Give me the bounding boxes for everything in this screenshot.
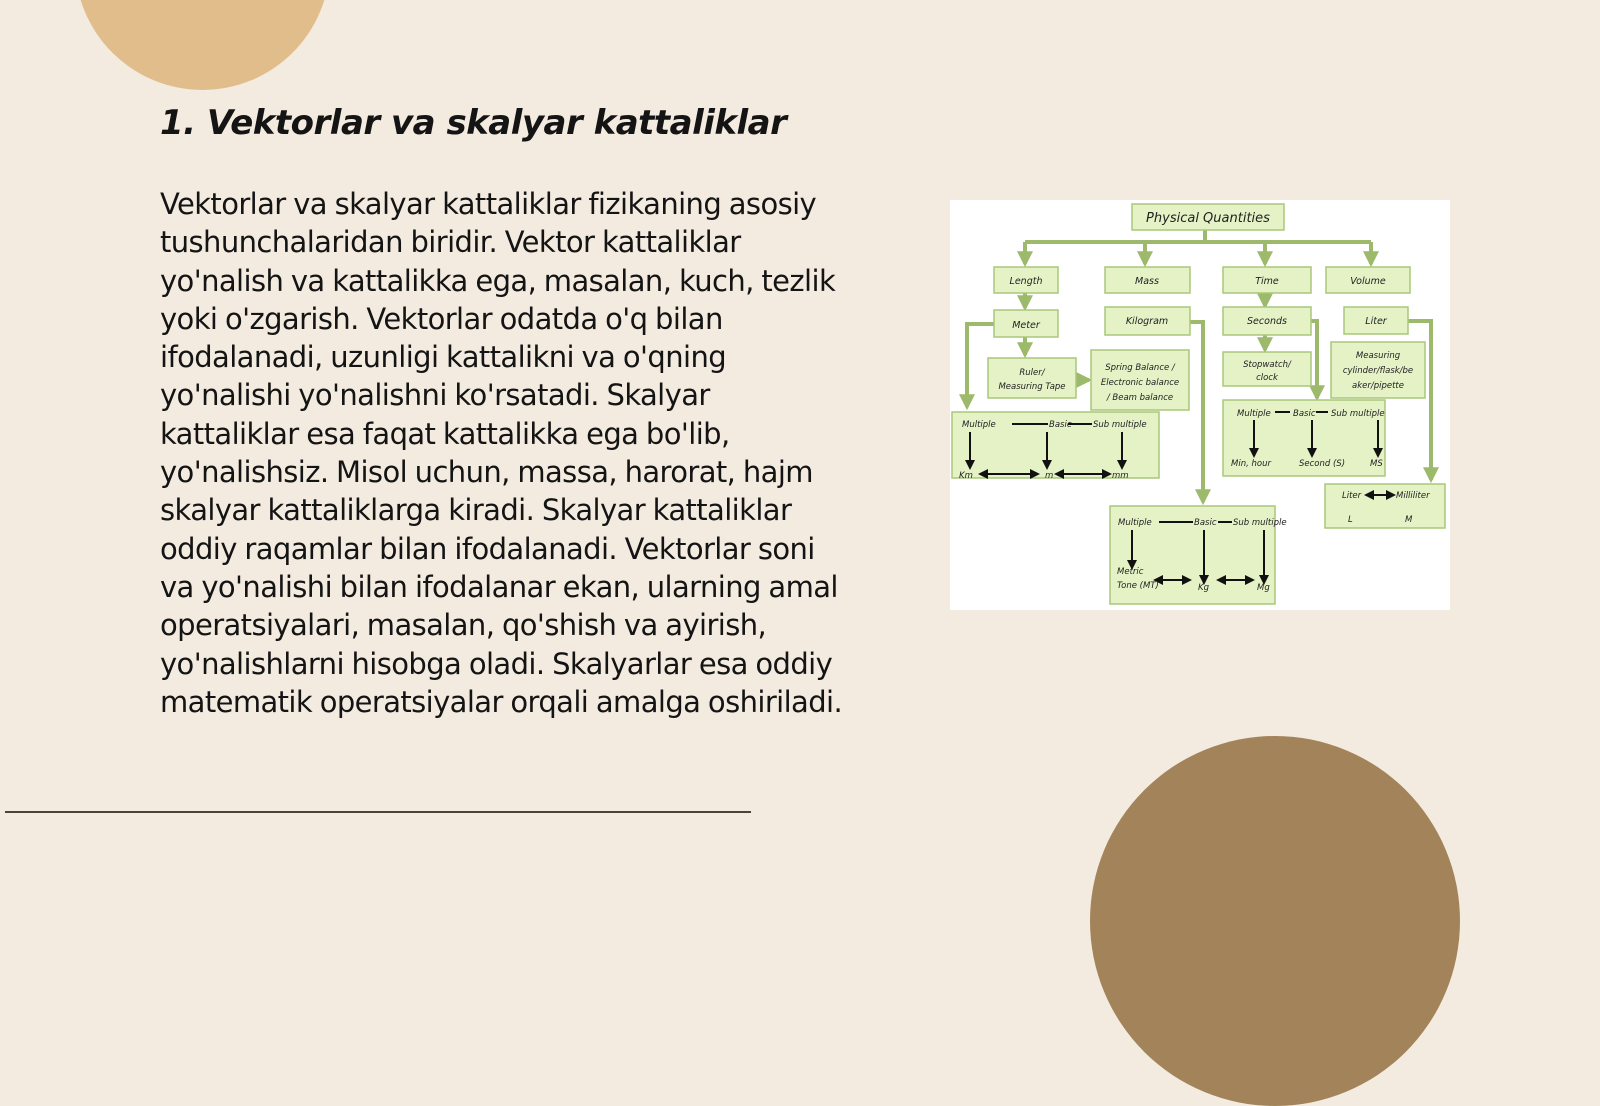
- mass-scale-basic: Basic: [1194, 518, 1217, 528]
- unit-kilogram: Kilogram: [1125, 316, 1169, 327]
- decorative-circle-top: [75, 0, 330, 90]
- instrument-length-line2: Measuring Tape: [998, 382, 1066, 392]
- quantity-mass: Mass: [1135, 276, 1159, 287]
- instrument-mass-line3: / Beam balance: [1106, 393, 1174, 403]
- decorative-circle-bottom: [1090, 736, 1460, 1106]
- instrument-mass-line1: Spring Balance /: [1105, 363, 1175, 373]
- unit-liter: Liter: [1365, 316, 1387, 327]
- volume-unit-m: M: [1405, 515, 1413, 525]
- volume-unit-liter: Liter: [1342, 491, 1362, 501]
- length-unit-mm: mm: [1112, 471, 1129, 481]
- length-scale-multiple: Multiple: [962, 420, 996, 430]
- instrument-length-line1: Ruler/: [1019, 368, 1045, 378]
- quantity-time: Time: [1255, 276, 1279, 287]
- instrument-volume-line3: aker/pipette: [1352, 381, 1404, 391]
- quantity-length: Length: [1009, 276, 1043, 287]
- instrument-volume-line1: Measuring: [1355, 351, 1401, 361]
- mass-unit-metric: Metric: [1117, 567, 1144, 577]
- instrument-volume-line2: cylinder/flask/be: [1342, 366, 1414, 376]
- mass-unit-tone: Tone (MT): [1117, 581, 1159, 591]
- volume-unit-l: L: [1348, 515, 1353, 525]
- quantity-volume: Volume: [1350, 276, 1386, 287]
- mass-unit-kg: Kg: [1198, 583, 1209, 593]
- divider-line: [5, 811, 751, 813]
- time-unit-ms: MS: [1370, 459, 1383, 469]
- slide-body-text: Vektorlar va skalyar kattaliklar fizikaning asosiy tushunchalaridan biridir. Vektor kattaliklar yo'nalish va kattalikka ega, masalan, kuch, tezlik yoki o'zgarish. Vektorlar odatda o'q bilan ifodalanadi, uzunligi kattalikni va o'qning yo'nalishi yo'nalishni ko'rsatadi. Skalyar kattaliklar esa faqat kattalikka ega bo'lib, yo'nalishsiz. Misol uchun, massa, harorat, hajm skalyar kattaliklarga kiradi. Skalyar kattaliklar oddiy raqamlar bilan ifodalanadi. Vektorlar soni va yo'nalishi bilan ifodalanar ekan, ularning amal operatsiyalari, masalan, qo'shish va ayirish, yo'nalishlarni hisobga oladi. Skalyarlar esa oddiy matematik operatsiyalar orqali amalga oshiriladi.: [160, 187, 843, 719]
- diagram-root-label: Physical Quantities: [1146, 211, 1270, 226]
- unit-seconds: Seconds: [1247, 316, 1287, 327]
- slide-title: 1. Vektorlar va skalyar kattaliklar: [160, 103, 787, 143]
- length-scale-basic: Basic: [1049, 420, 1072, 430]
- time-scale-multiple: Multiple: [1237, 409, 1271, 419]
- unit-meter: Meter: [1012, 320, 1040, 331]
- mass-scale-multiple: Multiple: [1118, 518, 1152, 528]
- instrument-mass-line2: Electronic balance: [1100, 378, 1180, 388]
- time-unit-second: Second (S): [1299, 459, 1346, 469]
- time-scale-sub: Sub multiple: [1331, 409, 1385, 419]
- length-unit-km: Km: [959, 471, 973, 481]
- time-scale-basic: Basic: [1293, 409, 1316, 419]
- length-unit-m: m: [1045, 471, 1054, 481]
- volume-unit-milliliter: Milliliter: [1396, 491, 1430, 501]
- instrument-time-line2: clock: [1256, 373, 1278, 383]
- mass-scale-sub: Sub multiple: [1233, 518, 1287, 528]
- length-scale-sub: Sub multiple: [1093, 420, 1147, 430]
- mass-unit-mg: Mg: [1257, 583, 1270, 593]
- time-unit-min-hour: Min, hour: [1231, 459, 1271, 469]
- instrument-time-line1: Stopwatch/: [1243, 360, 1291, 370]
- physical-quantities-diagram: [950, 200, 1450, 610]
